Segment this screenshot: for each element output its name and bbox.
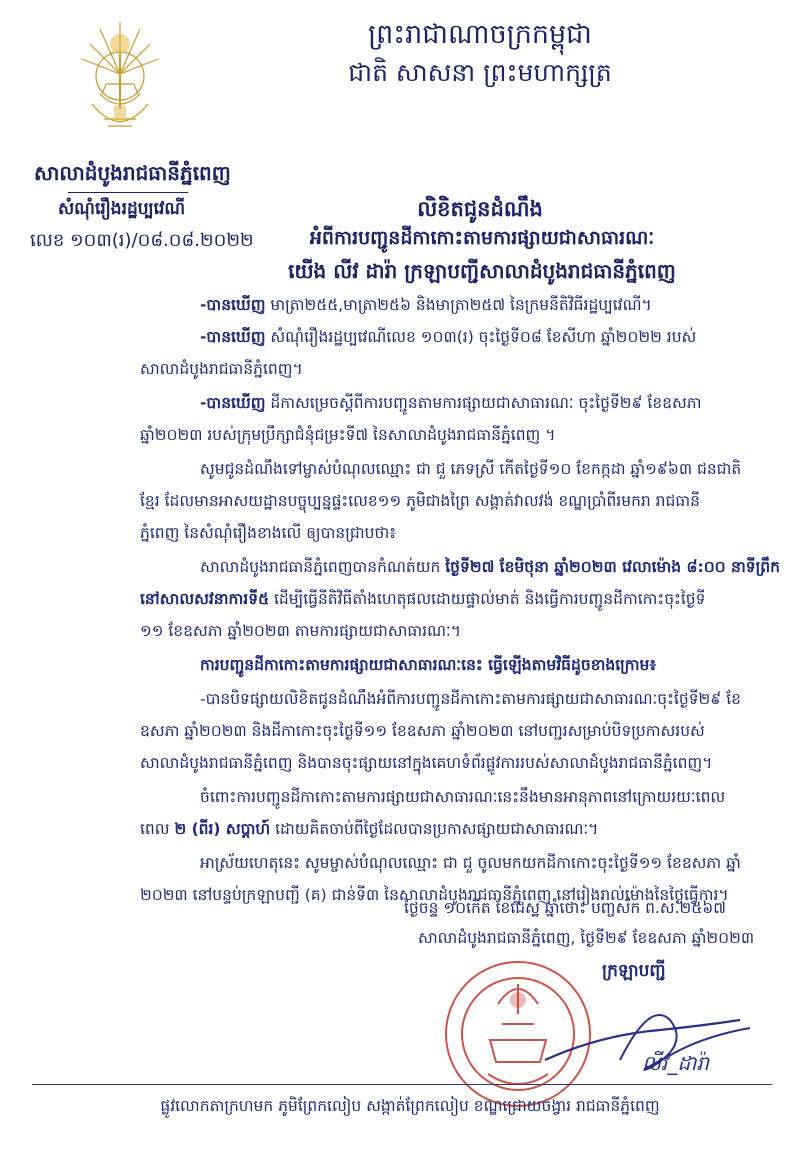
paragraph-1 [200, 290, 652, 321]
paragraph-2 [200, 322, 696, 353]
footer-divider [32, 1084, 772, 1085]
seen-label: -បានឃើញ [200, 296, 266, 314]
paragraph-text: ដើម្បីធ្វើនីតិវិធីតាំងហេតុផលដោយផ្ទាល់មាត់ និងធ្វើការបញ្ជូនដីកាកោះចុះថ្ងៃទី [269, 590, 706, 608]
paragraph-4-line-2: ខ្មែរ ដែលមានអាសយដ្ឋានបច្ចុប្បន្នផ្ទះលេខ១១ ភូមិជាងព្រៃ សង្កាត់វាលវង់ ខណ្ឌប្រាំពីរមករា រាជធានី [140, 492, 700, 510]
paragraph-text: ដីកាសម្រេចស្តីពីការបញ្ជូនតាមការផ្សាយជាសាធារណៈ ចុះថ្ងៃទី២៩ ខែឧសភា [265, 394, 702, 412]
paragraph-text: មាត្រា២៥៥,មាត្រា២៥៦ និងមាត្រា២៥៧ នៃក្រមនីតិវិធីរដ្ឋប្បវេណី។ [265, 296, 652, 314]
paragraph-3-line-2: ឆ្នាំ២០២៣ របស់ក្រុមប្រឹក្សាជំនុំជម្រះទី៧ នៃសាលាដំបូងរាជធានីភ្នំពេញ ។ [140, 426, 556, 444]
paragraph-7-line-2: ឧសភា ឆ្នាំ២០២៣ និងដីកាកោះចុះថ្ងៃទី១១ ខែឧសភា ឆ្នាំ២០២៣ នៅបញ្ជរសម្រាប់បិទប្រកាសរបស់ [140, 722, 705, 740]
paragraph-5-line-3: ១១ ខែឧសភា ឆ្នាំ២០២៣ តាមការផ្សាយជាសាធារណៈ។ [140, 622, 461, 640]
hearing-date: ថ្ងៃទី២៧ ខែមិថុនា ឆ្នាំ២០២៣ វេលាម៉ោង ៨:០០ នាទីព្រឹក [445, 558, 780, 576]
reference-number: លេខ ១០៣(រ)/០៨.០៨.២០២២ [30, 230, 254, 251]
kingdom-title: ព្រះរាជាណាចក្រកម្ពុជា [368, 19, 592, 50]
paragraph-5-line-2 [140, 584, 705, 615]
seen-label: -បានឃើញ [200, 328, 266, 346]
paragraph-2-line-2: សាលាដំបូងរាជធានីភ្នំពេញ។ [140, 360, 303, 378]
paragraph-9-line-2: ២០២៣ នៅបន្ទប់ក្រឡាបញ្ជី (គ) ជាន់ទី៣ នៃសាលាដំបូងរាជធានីភ្នំពេញ នៅរៀងរាល់ម៉ោងនៃថ្ងៃធ្វើការ។ [140, 886, 729, 904]
royal-emblem-icon [70, 14, 170, 154]
paragraph-9-line-1: អាស្រ័យហេតុនេះ សូមម្ចាស់បំណុលឈ្មោះ ជា ជួ ចូលមកយកដីកាកោះចុះថ្ងៃទី១១ ខែឧសភា ឆ្នាំ [200, 854, 741, 872]
paragraph-text: សំណុំរឿងរដ្ឋប្បវេណីលេខ ១០៣(រ) ចុះថ្ងៃទី០៨ ខែសីហា ឆ្នាំ២០២២ របស់ [265, 328, 697, 346]
place-date: សាលាដំបូងរាជធានីភ្នំពេញ, ថ្ងៃទី២៩ ខែឧសភា ឆ្នាំ២០២៣ [418, 929, 755, 947]
paragraph-text: ពេល [140, 820, 175, 838]
clerk-title: ក្រឡាបញ្ជី [602, 961, 666, 981]
paragraph-5-line-1 [200, 552, 780, 583]
paragraph-text: ដោយគិតចាប់ពីថ្ងៃដែលបានប្រកាសផ្សាយជាសាធារណៈ។ [270, 820, 599, 838]
paragraph-7-line-3: សាលាដំបូងរាជធានីភ្នំពេញ និងបានចុះផ្សាយនៅក្នុងគេហទំព័រផ្លូវការរបស់សាលាដំបូងរាជធានីភ្នំពេញ។ [140, 754, 713, 772]
national-motto: ជាតិ សាសនា ព្រះមហាក្សត្រ [348, 58, 612, 87]
paragraph-7-line-1: -បានបិទផ្សាយលិខិតជូនដំណឹងអំពីការបញ្ជូនដីកាកោះតាមការផ្សាយជាសាធារណៈចុះថ្ងៃទី២៩ ខែ [200, 690, 741, 708]
paragraph-4-line-1: សូមជូនដំណឹងទៅម្ចាស់បំណុលឈ្មោះ ជា ជួ ភេទស្រី កើតថ្ងៃទី១០ ខែកក្កដា ឆ្នាំ១៩៦៣ ជនជាតិ [200, 460, 742, 478]
paragraph-3 [200, 388, 702, 419]
footer-address: ផ្លូវលោកតាក្រហមក ភូមិព្រែកលៀប សង្កាត់ព្រែកលៀប ខណ្ឌជ្រោយចង្វារ រាជធានីភ្នំពេញ [160, 1097, 660, 1115]
method-heading: ការបញ្ជូនដីកាកោះតាមការផ្សាយជាសាធារណៈនេះ ធ្វើឡើងតាមវិធីដូចខាងក្រោម៖ [200, 656, 657, 674]
file-type: សំណុំរឿងរដ្ឋប្បវេណី [58, 199, 186, 219]
paragraph-8-line-1: ចំពោះការបញ្ជូនដីកាកោះតាមការផ្សាយជាសាធារណៈនេះនឹងមានអានុភាពនៅក្រោយរយៈពេល [200, 788, 726, 806]
paragraph-8-line-2 [140, 814, 598, 845]
seen-label: -បានឃើញ [200, 394, 266, 412]
hearing-room: នៅសាលសវនាការទី៥ [140, 590, 270, 608]
court-divider [68, 192, 188, 193]
paragraph-text: សាលាដំបូងរាជធានីភ្នំពេញបានកំណត់យក [200, 558, 446, 576]
document-title: លិខិតជូនដំណឹង [417, 197, 543, 221]
effect-period: ២ (ពីរ) សប្តាហ៍ [174, 820, 271, 838]
signature-name: លីវ_ដារ៉ា [642, 1051, 710, 1075]
document-subject: អំពីការបញ្ជូនដីកាកោះតាមការផ្សាយជាសាធារណៈ [309, 227, 655, 249]
lunar-date: ថ្ងៃចន្ទ ១០កើត ខែជេស្ឋ ឆ្នាំថោះ បញ្ចស័ក ព.ស.២៥៦៧ [404, 899, 726, 917]
paragraph-4-line-3: ភ្នំពេញ នៃសំណុំរឿងខាងលើ ឲ្យបានជ្រាបថា៖ [140, 524, 397, 542]
clerk-line: យើង លីវ ដារ៉ា ក្រឡាបញ្ជីសាលាដំបូងរាជធានីភ្នំពេញ [288, 259, 676, 283]
court-name: សាលាដំបូងរាជធានីភ្នំពេញ [34, 161, 231, 185]
